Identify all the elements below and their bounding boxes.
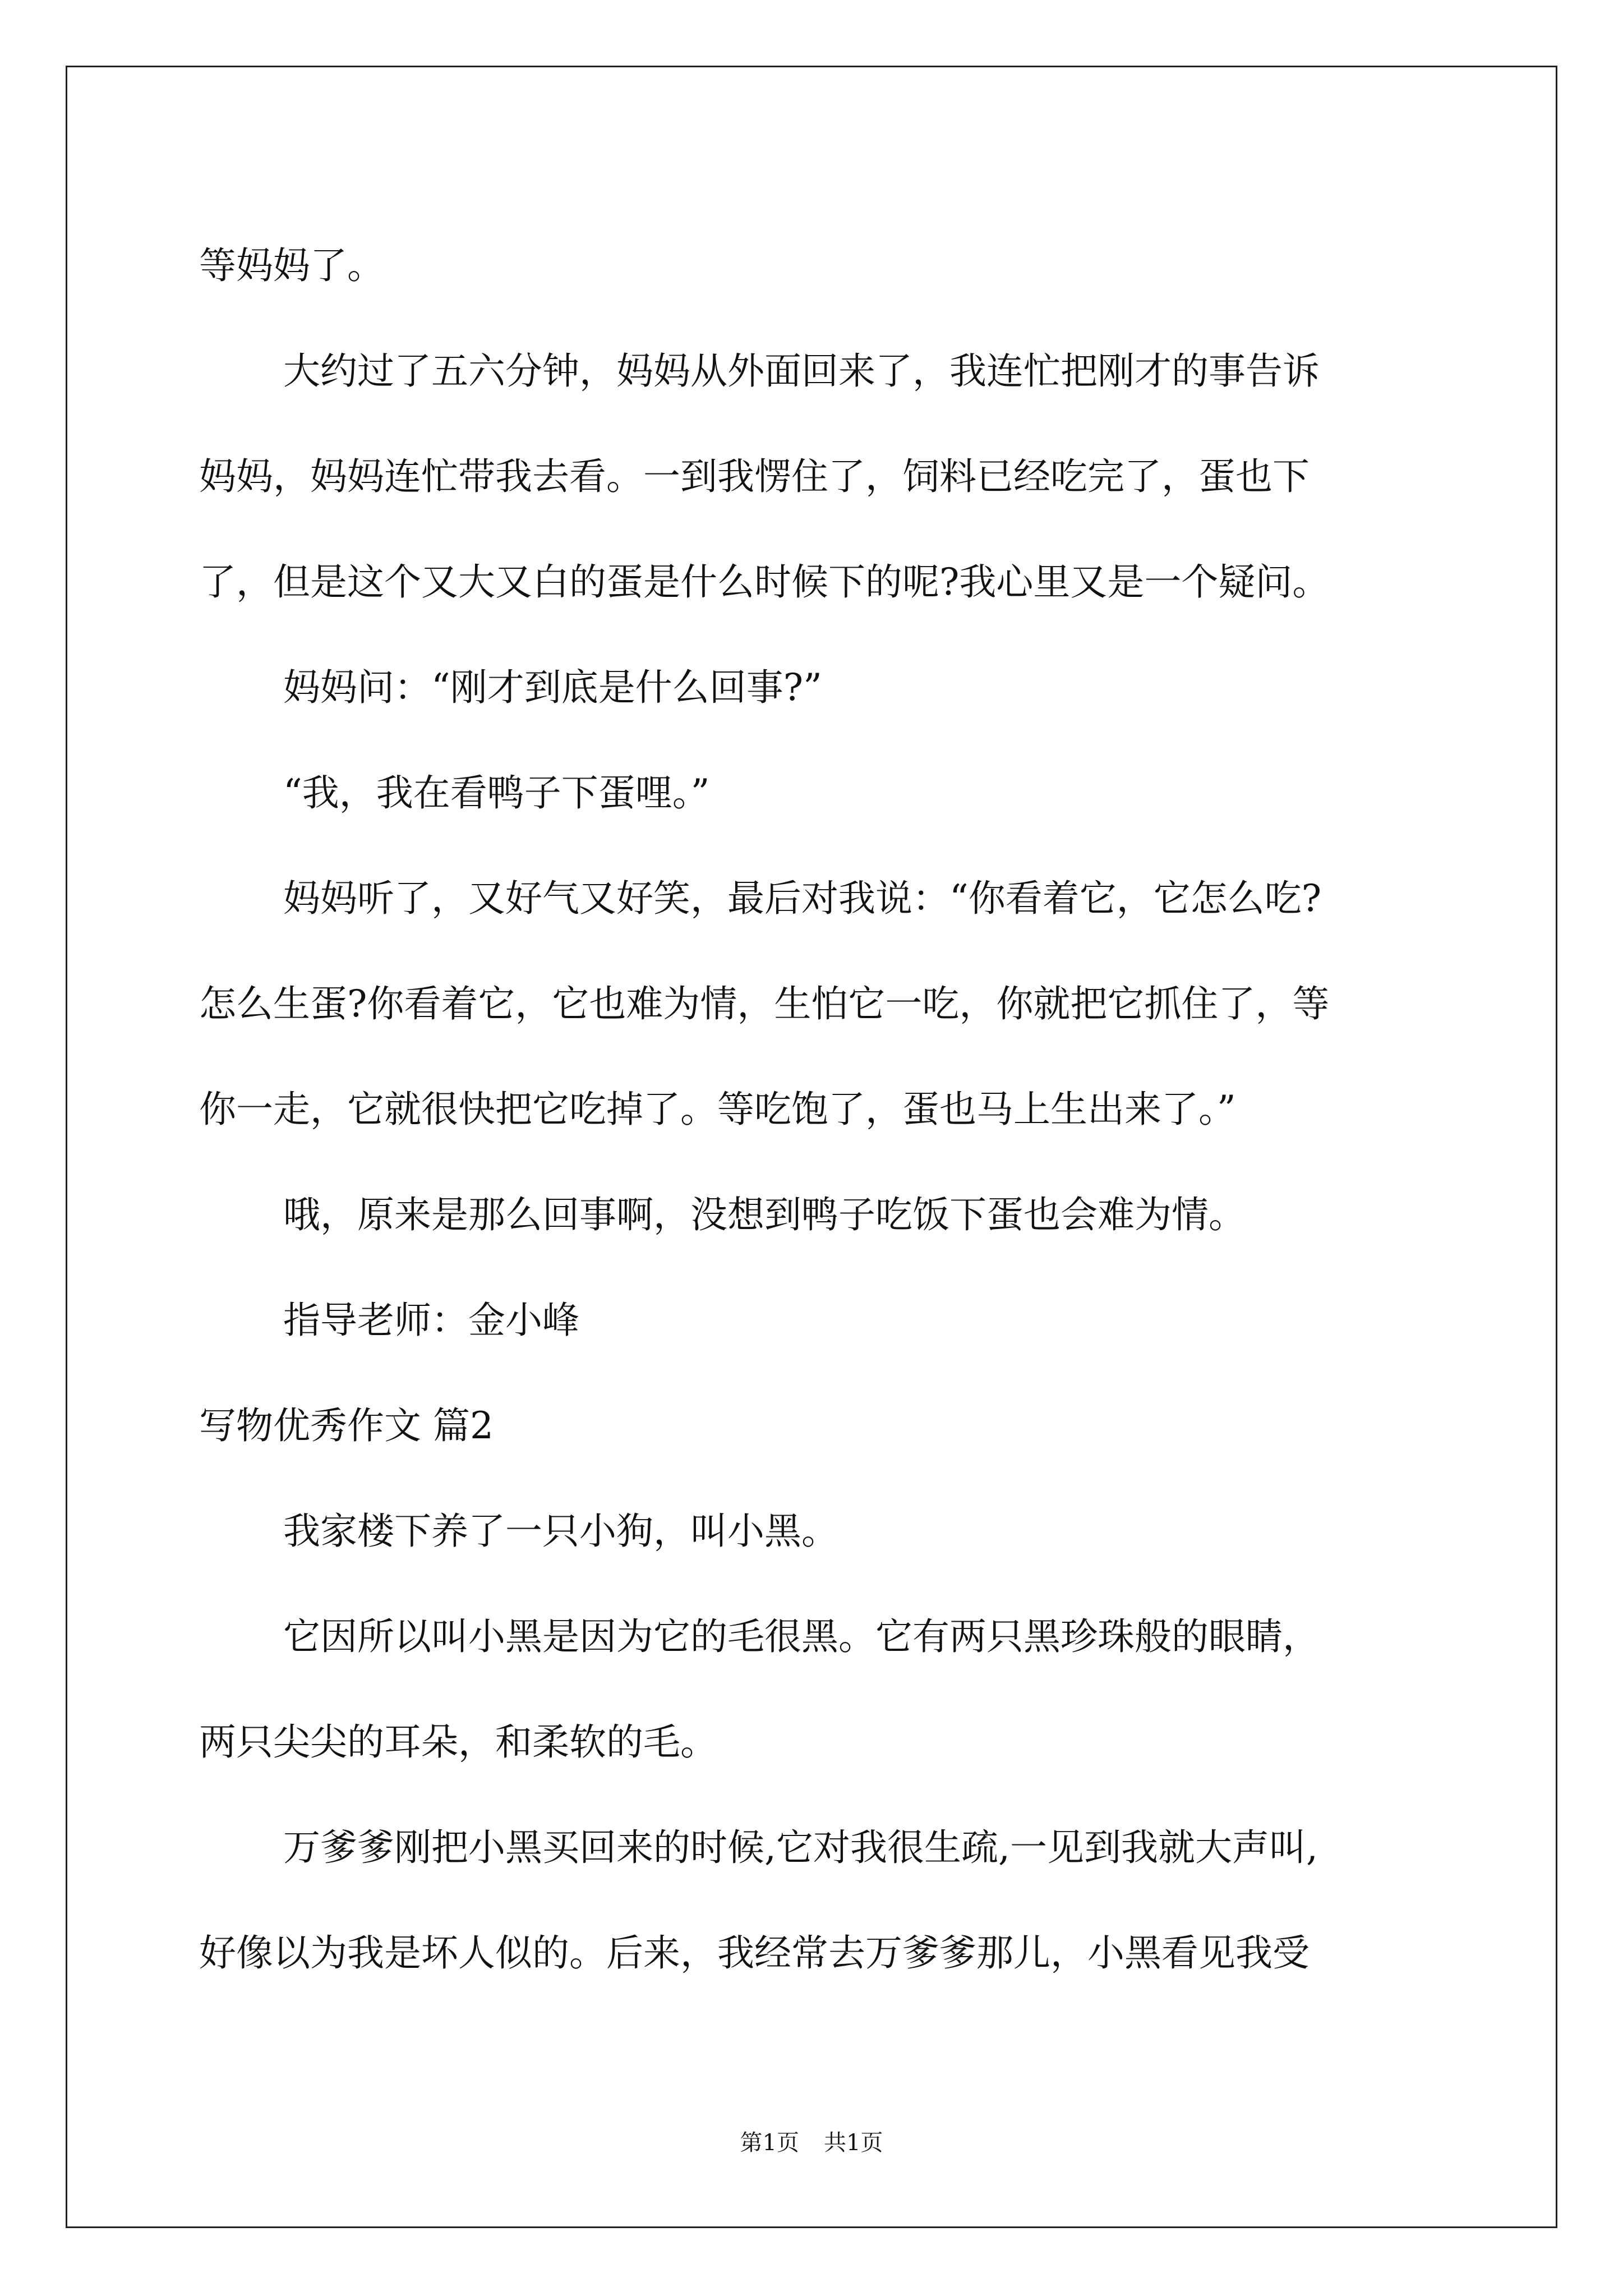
- section-heading: 写物优秀作文 篇2: [199, 1404, 494, 1447]
- page-total: 共1页: [824, 2130, 883, 2156]
- text-line: 指导老师：金小峰: [283, 1299, 579, 1342]
- text-line: 你一走，它就很快把它吃掉了。等吃饱了，蛋也马上生出来了。”: [199, 1088, 1236, 1131]
- page-footer: [0, 2126, 1623, 2160]
- text-line: “我，我在看鸭子下蛋哩。”: [283, 771, 710, 815]
- document-body: [199, 213, 1444, 2006]
- text-line: 怎么生蛋?你看着它，它也难为情，生怕它一吃，你就把它抓住了，等: [199, 982, 1330, 1025]
- text-line: 哦，原来是那么回事啊，没想到鸭子吃饭下蛋也会难为情。: [283, 1193, 1246, 1236]
- text-line: 了，但是这个又大又白的蛋是什么时候下的呢?我心里又是一个疑问。: [199, 560, 1330, 604]
- text-line: 万爹爹刚把小黑买回来的时候,它对我很生疏,一见到我就大声叫,: [283, 1826, 1318, 1869]
- text-line: 等妈妈了。: [199, 244, 384, 287]
- text-line: 它因所以叫小黑是因为它的毛很黑。它有两只黑珍珠般的眼睛，: [283, 1615, 1320, 1658]
- text-line: 好像以为我是坏人似的。后来，我经常去万爹爹那儿，小黑看见我受: [199, 1931, 1310, 1975]
- text-line: 妈妈，妈妈连忙带我去看。一到我愣住了，饲料已经吃完了，蛋也下: [199, 455, 1310, 498]
- text-line: 大约过了五六分钟，妈妈从外面回来了，我连忙把刚才的事告诉: [283, 349, 1320, 393]
- page-number: 第1页: [740, 2130, 799, 2156]
- text-line: 我家楼下养了一只小狗，叫小黑。: [283, 1510, 838, 1553]
- text-line: 妈妈听了，又好气又好笑，最后对我说：“你看着它，它怎么吃?: [283, 877, 1322, 920]
- text-line: 妈妈问：“刚才到底是什么回事?”: [283, 666, 822, 709]
- text-line: 两只尖尖的耳朵，和柔软的毛。: [199, 1720, 717, 1764]
